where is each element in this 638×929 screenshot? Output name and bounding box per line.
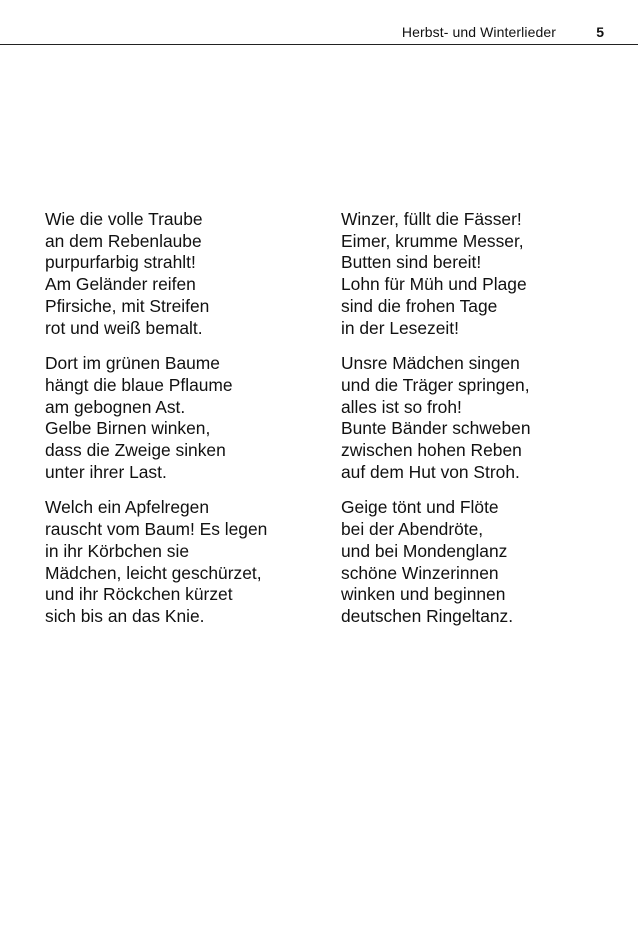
- stanza: [341, 497, 531, 627]
- verse-line: Pfirsiche, mit Streifen: [45, 295, 210, 316]
- verse-line: Wie die volle Traube: [45, 209, 203, 229]
- verse-line: Eimer, krumme Messer,: [341, 230, 524, 251]
- verse-line: am gebognen Ast.: [45, 396, 186, 417]
- verse-line: unter ihrer Last.: [45, 461, 167, 482]
- header-divider: [0, 44, 638, 45]
- verse-line: in ihr Körbchen sie: [45, 540, 190, 561]
- verse-line: rauscht vom Baum! Es legen: [45, 519, 268, 540]
- verse-line: Welch ein Apfelregen: [45, 497, 210, 518]
- stanza: [341, 353, 531, 483]
- verse-line: dass die Zweige sinken: [45, 440, 226, 461]
- verse-line: purpurfarbig strahlt!: [45, 252, 196, 273]
- verse-line: Geige tönt und Flöte: [341, 497, 499, 518]
- stanza: [45, 209, 267, 339]
- verse-line: Dort im grünen Baume: [45, 353, 220, 374]
- verse-line: deutschen Ringeltanz.: [341, 605, 514, 626]
- verse-line: sich bis an das Knie.: [45, 605, 205, 626]
- verse-line: in der Lesezeit!: [341, 317, 459, 338]
- stanza: [45, 353, 267, 483]
- verse-line: hängt die blaue Pflaume: [45, 374, 233, 395]
- verse-line: an dem Rebenlaube: [45, 230, 202, 251]
- poem-column-right: [341, 209, 531, 642]
- verse-line: sind die frohen Tage: [341, 295, 498, 316]
- page-header: [0, 0, 638, 46]
- verse-line: Am Geländer reifen: [45, 274, 196, 295]
- verse-line: auf dem Hut von Stroh.: [341, 461, 520, 482]
- verse-line: Winzer, füllt die Fässer!: [341, 209, 522, 229]
- verse-line: winken und beginnen: [341, 584, 506, 605]
- poem-column-left: [45, 209, 267, 642]
- verse-line: und die Träger springen,: [341, 374, 530, 395]
- verse-line: und ihr Röckchen kürzet: [45, 584, 233, 605]
- verse-line: Gelbe Birnen winken,: [45, 418, 211, 439]
- page-number: 5: [596, 24, 604, 40]
- verse-line: rot und weiß bemalt.: [45, 317, 203, 338]
- verse-line: Butten sind bereit!: [341, 252, 482, 273]
- verse-line: und bei Mondenglanz: [341, 540, 508, 561]
- verse-line: zwischen hohen Reben: [341, 440, 522, 461]
- verse-line: Unsre Mädchen singen: [341, 353, 520, 374]
- verse-line: Lohn für Müh und Plage: [341, 274, 527, 295]
- verse-line: bei der Abendröte,: [341, 519, 484, 540]
- running-header-title: Herbst- und Winterlieder: [401, 24, 556, 40]
- verse-line: alles ist so froh!: [341, 396, 462, 417]
- stanza: [45, 497, 267, 627]
- verse-line: schöne Winzerinnen: [341, 562, 499, 583]
- verse-line: Bunte Bänder schweben: [341, 418, 531, 439]
- stanza: [341, 209, 531, 339]
- verse-line: Mädchen, leicht geschürzet,: [45, 562, 262, 583]
